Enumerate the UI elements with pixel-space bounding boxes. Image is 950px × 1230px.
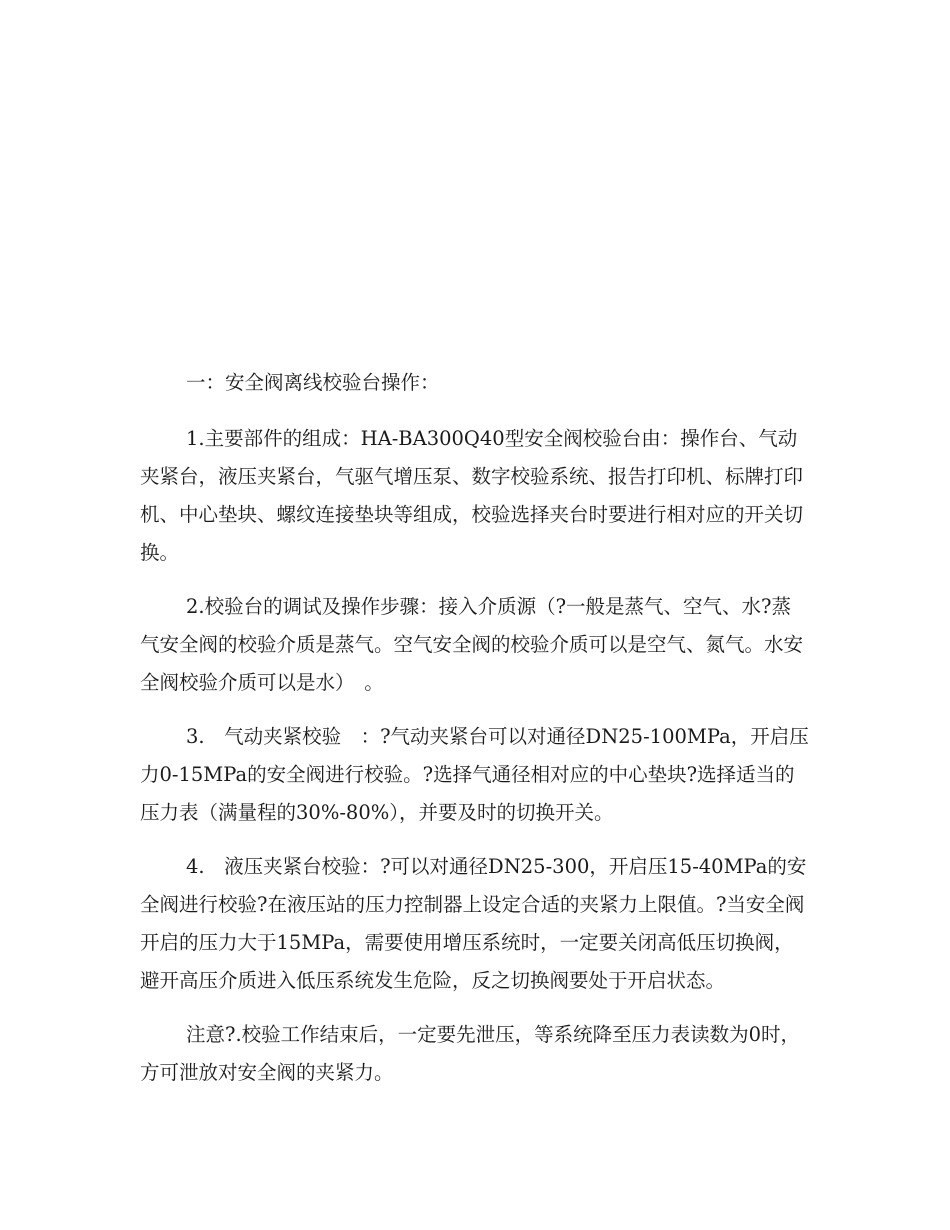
paragraph-hydraulic-clamp: 4. 液压夹紧台校验：?可以对通径DN25-300，开启压15-40MPa的安全阀进行校验?在液压站的压力控制器上设定合适的夹紧力上限值。?当安全阀开启的压力大于15MPa，需要使用增压系统时，一定要关闭高低压切换阀，避开高压介质进入低压系统发生危险，反之切换阀要处于开启状态。 [140,855,807,992]
paragraph-pneumatic-clamp: 3. 气动夹紧校验 ：?气动夹紧台可以对通径DN25-100MPa，开启压力0-15MPa的安全阀进行校验。?选择气通径相对应的中心垫块?选择适当的压力表（满量程的30%-80%），并要及时的切换开关。 [140,725,809,824]
section-heading: 一：安全阀离线校验台操作： [186,371,440,394]
paragraph-components: 1.主要部件的组成：HA-BA300Q40型安全阀校验台由：操作台、气动夹紧台，液压夹紧台，气驱气增压泵、数字校验系统、报告打印机、标牌打印机、中心垫块、螺纹连接垫块等组成，校验选择夹台时要进行相对应的开关切换。 [140,427,804,564]
document-body [140,364,810,1108]
paragraph-debug-steps: 2.校验台的调试及操作步骤：接入介质源（?一般是蒸气、空气、水?蒸气安全阀的校验介质是蒸气。空气安全阀的校验介质可以是空气、氮气。水安全阀校验介质可以是水） 。 [140,595,804,694]
paragraph-note: 注意?.校验工作结束后，一定要先泄压，等系统降至压力表读数为0时，方可泄放对安全阀的夹紧力。 [140,1023,801,1084]
